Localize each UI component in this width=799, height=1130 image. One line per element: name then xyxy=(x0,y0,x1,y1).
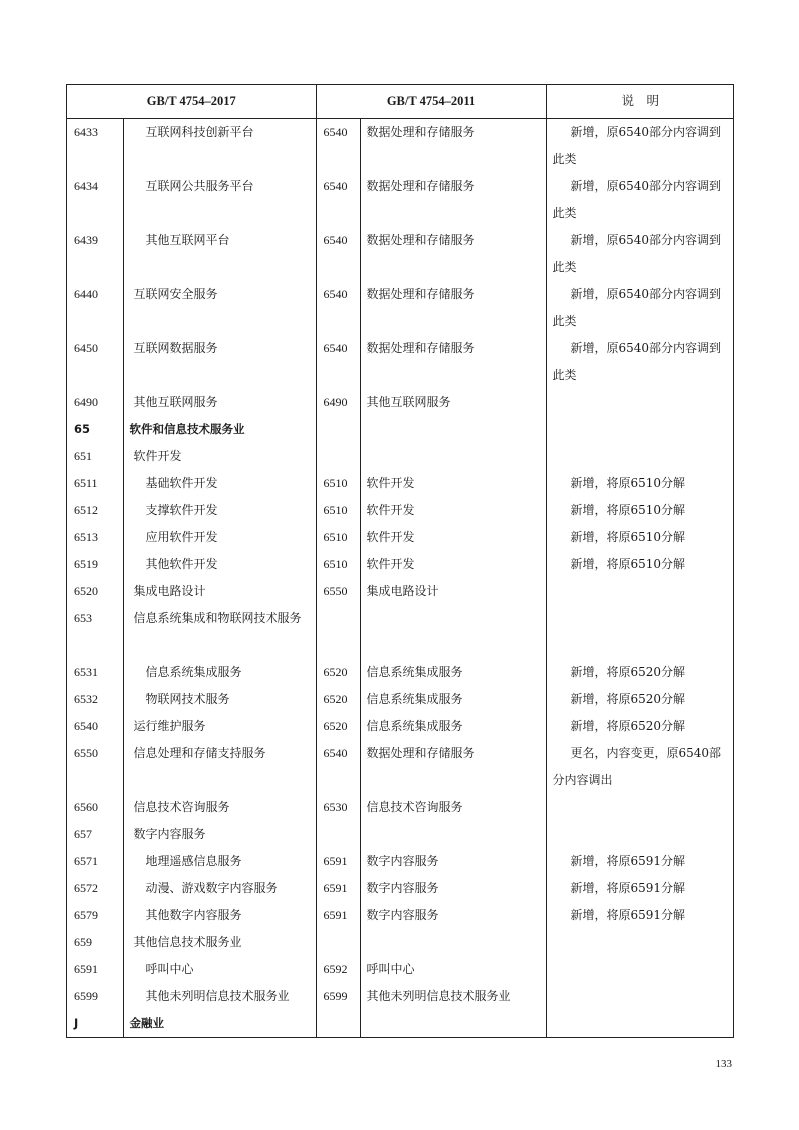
new-code-cell: 6433 xyxy=(67,119,123,174)
old-name-cell: 信息系统集成服务 xyxy=(360,713,546,740)
new-code-cell: 6490 xyxy=(67,389,123,416)
old-code-cell: 6510 xyxy=(316,524,360,551)
page-number: 133 xyxy=(715,1058,732,1070)
new-code-cell: 657 xyxy=(67,821,123,848)
old-name-cell: 呼叫中心 xyxy=(360,956,546,983)
old-code-cell: 6510 xyxy=(316,551,360,578)
old-code-cell: 6540 xyxy=(316,173,360,227)
note-cell: 新增，将原6520分解 xyxy=(570,665,686,679)
note-cell: 新增，将原6510分解 xyxy=(570,557,686,571)
note-cell xyxy=(546,605,734,659)
note-cell xyxy=(546,389,734,416)
note-cell: 新增，原6540部分内容调到此类 xyxy=(552,233,722,274)
correspondence-table xyxy=(66,84,734,1038)
table-row xyxy=(67,173,734,227)
table-row xyxy=(67,821,734,848)
table-row xyxy=(67,119,734,174)
new-code-cell: 6439 xyxy=(67,227,123,281)
new-code-cell: J xyxy=(67,1010,123,1037)
old-name-cell: 其他互联网服务 xyxy=(360,389,546,416)
note-cell: 新增，将原6591分解 xyxy=(570,881,686,895)
new-code-cell: 6560 xyxy=(67,794,123,821)
old-name-cell: 其他未列明信息技术服务业 xyxy=(360,983,546,1010)
table-row xyxy=(67,335,734,389)
new-code-cell: 6450 xyxy=(67,335,123,389)
new-name-cell: 金融业 xyxy=(123,1010,316,1037)
new-code-cell: 6520 xyxy=(67,578,123,605)
new-code-cell: 6519 xyxy=(67,551,123,578)
old-name-cell xyxy=(360,416,546,443)
table-row xyxy=(67,713,734,740)
new-name-cell: 呼叫中心 xyxy=(123,956,316,983)
old-name-cell: 数据处理和存储服务 xyxy=(360,119,546,174)
note-cell xyxy=(546,1010,734,1037)
new-code-cell: 6550 xyxy=(67,740,123,794)
new-name-cell: 互联网数据服务 xyxy=(123,335,316,389)
old-name-cell: 软件开发 xyxy=(360,470,546,497)
new-code-cell: 6511 xyxy=(67,470,123,497)
old-code-cell: 6520 xyxy=(316,713,360,740)
note-cell xyxy=(546,416,734,443)
new-name-cell: 互联网公共服务平台 xyxy=(123,173,316,227)
new-name-cell: 支撑软件开发 xyxy=(123,497,316,524)
new-name-cell: 软件和信息技术服务业 xyxy=(123,416,316,443)
new-code-cell: 6540 xyxy=(67,713,123,740)
new-code-cell: 6440 xyxy=(67,281,123,335)
old-name-cell xyxy=(360,821,546,848)
old-name-cell: 软件开发 xyxy=(360,497,546,524)
new-name-cell: 信息处理和存储支持服务 xyxy=(123,740,316,794)
table-row xyxy=(67,659,734,686)
note-cell: 新增，原6540部分内容调到此类 xyxy=(552,179,722,220)
new-code-cell: 6572 xyxy=(67,875,123,902)
new-name-cell: 集成电路设计 xyxy=(123,578,316,605)
old-code-cell: 6592 xyxy=(316,956,360,983)
old-name-cell: 数据处理和存储服务 xyxy=(360,281,546,335)
note-cell xyxy=(546,443,734,470)
new-code-cell: 6531 xyxy=(67,659,123,686)
old-code-cell: 6540 xyxy=(316,281,360,335)
note-cell: 新增，原6540部分内容调到此类 xyxy=(552,341,722,382)
old-code-cell: 6591 xyxy=(316,875,360,902)
old-name-cell: 信息技术咨询服务 xyxy=(360,794,546,821)
table-row xyxy=(67,983,734,1010)
new-code-cell: 653 xyxy=(67,605,123,659)
new-name-cell: 其他互联网平台 xyxy=(123,227,316,281)
new-code-cell: 6512 xyxy=(67,497,123,524)
note-cell: 新增，将原6591分解 xyxy=(570,854,686,868)
old-code-cell: 6540 xyxy=(316,119,360,174)
old-code-cell xyxy=(316,821,360,848)
old-name-cell: 数据处理和存储服务 xyxy=(360,227,546,281)
old-code-cell: 6490 xyxy=(316,389,360,416)
old-code-cell: 6591 xyxy=(316,902,360,929)
table-row xyxy=(67,443,734,470)
new-name-cell: 数字内容服务 xyxy=(123,821,316,848)
new-code-cell: 6571 xyxy=(67,848,123,875)
old-name-cell: 数字内容服务 xyxy=(360,902,546,929)
new-name-cell: 运行维护服务 xyxy=(123,713,316,740)
old-code-cell xyxy=(316,443,360,470)
note-cell: 新增，将原6510分解 xyxy=(570,503,686,517)
new-name-cell: 动漫、游戏数字内容服务 xyxy=(123,875,316,902)
note-cell: 更名，内容变更，原6540部分内容调出 xyxy=(552,746,722,787)
new-name-cell: 其他数字内容服务 xyxy=(123,902,316,929)
note-cell: 新增，将原6520分解 xyxy=(570,692,686,706)
old-name-cell: 集成电路设计 xyxy=(360,578,546,605)
old-code-cell xyxy=(316,605,360,659)
new-code-cell: 6532 xyxy=(67,686,123,713)
old-name-cell xyxy=(360,443,546,470)
new-code-cell: 6434 xyxy=(67,173,123,227)
table-row xyxy=(67,848,734,875)
old-name-cell: 信息系统集成服务 xyxy=(360,659,546,686)
old-name-cell: 数据处理和存储服务 xyxy=(360,173,546,227)
old-code-cell xyxy=(316,416,360,443)
new-name-cell: 其他未列明信息技术服务业 xyxy=(123,983,316,1010)
old-code-cell: 6510 xyxy=(316,497,360,524)
table-row xyxy=(67,389,734,416)
new-code-cell: 6591 xyxy=(67,956,123,983)
note-cell xyxy=(546,983,734,1010)
table-row xyxy=(67,551,734,578)
table-row xyxy=(67,794,734,821)
new-name-cell: 其他软件开发 xyxy=(123,551,316,578)
new-name-cell: 基础软件开发 xyxy=(123,470,316,497)
note-cell: 新增，将原6510分解 xyxy=(570,476,686,490)
new-code-cell: 6599 xyxy=(67,983,123,1010)
old-name-cell xyxy=(360,1010,546,1037)
note-cell: 新增，将原6591分解 xyxy=(570,908,686,922)
header-old-standard: GB/T 4754–2011 xyxy=(316,85,546,119)
new-name-cell: 其他信息技术服务业 xyxy=(123,929,316,956)
table-row xyxy=(67,686,734,713)
old-name-cell xyxy=(360,929,546,956)
note-cell xyxy=(546,821,734,848)
old-code-cell: 6540 xyxy=(316,227,360,281)
note-cell xyxy=(546,794,734,821)
new-code-cell: 659 xyxy=(67,929,123,956)
new-name-cell: 软件开发 xyxy=(123,443,316,470)
note-cell xyxy=(546,929,734,956)
table-row xyxy=(67,1010,734,1037)
new-name-cell: 应用软件开发 xyxy=(123,524,316,551)
table-row xyxy=(67,470,734,497)
table-row xyxy=(67,956,734,983)
new-name-cell: 信息系统集成服务 xyxy=(123,659,316,686)
old-code-cell: 6510 xyxy=(316,470,360,497)
old-code-cell: 6550 xyxy=(316,578,360,605)
old-name-cell: 软件开发 xyxy=(360,551,546,578)
new-name-cell: 互联网安全服务 xyxy=(123,281,316,335)
old-code-cell: 6520 xyxy=(316,659,360,686)
new-name-cell: 信息技术咨询服务 xyxy=(123,794,316,821)
table-row xyxy=(67,875,734,902)
old-name-cell: 数字内容服务 xyxy=(360,848,546,875)
old-code-cell xyxy=(316,1010,360,1037)
table-row xyxy=(67,740,734,794)
new-name-cell: 其他互联网服务 xyxy=(123,389,316,416)
note-cell: 新增，原6540部分内容调到此类 xyxy=(552,125,722,166)
note-cell xyxy=(546,578,734,605)
old-name-cell: 数据处理和存储服务 xyxy=(360,740,546,794)
new-name-cell: 地理遥感信息服务 xyxy=(123,848,316,875)
old-name-cell: 数据处理和存储服务 xyxy=(360,335,546,389)
table-row xyxy=(67,227,734,281)
old-code-cell: 6599 xyxy=(316,983,360,1010)
table-row xyxy=(67,497,734,524)
new-name-cell: 互联网科技创新平台 xyxy=(123,119,316,174)
new-name-cell: 物联网技术服务 xyxy=(123,686,316,713)
table-row xyxy=(67,929,734,956)
new-code-cell: 6579 xyxy=(67,902,123,929)
header-note: 说 明 xyxy=(546,85,734,119)
old-code-cell: 6520 xyxy=(316,686,360,713)
old-code-cell: 6530 xyxy=(316,794,360,821)
note-cell: 新增，将原6510分解 xyxy=(570,530,686,544)
old-code-cell: 6540 xyxy=(316,335,360,389)
table-row xyxy=(67,605,734,659)
new-code-cell: 65 xyxy=(67,416,123,443)
table-row xyxy=(67,281,734,335)
old-code-cell: 6591 xyxy=(316,848,360,875)
note-cell: 新增，将原6520分解 xyxy=(570,719,686,733)
old-name-cell: 信息系统集成服务 xyxy=(360,686,546,713)
table-row xyxy=(67,902,734,929)
header-new-standard: GB/T 4754–2017 xyxy=(67,85,316,119)
note-cell: 新增，原6540部分内容调到此类 xyxy=(552,287,722,328)
note-cell xyxy=(546,956,734,983)
old-name-cell: 数字内容服务 xyxy=(360,875,546,902)
old-code-cell: 6540 xyxy=(316,740,360,794)
table-row xyxy=(67,416,734,443)
table-row xyxy=(67,524,734,551)
old-name-cell xyxy=(360,605,546,659)
classification-table xyxy=(67,85,734,1037)
new-code-cell: 651 xyxy=(67,443,123,470)
table-header-row xyxy=(67,85,734,119)
new-code-cell: 6513 xyxy=(67,524,123,551)
old-code-cell xyxy=(316,929,360,956)
table-row xyxy=(67,578,734,605)
new-name-cell: 信息系统集成和物联网技术服务 xyxy=(123,605,316,659)
old-name-cell: 软件开发 xyxy=(360,524,546,551)
